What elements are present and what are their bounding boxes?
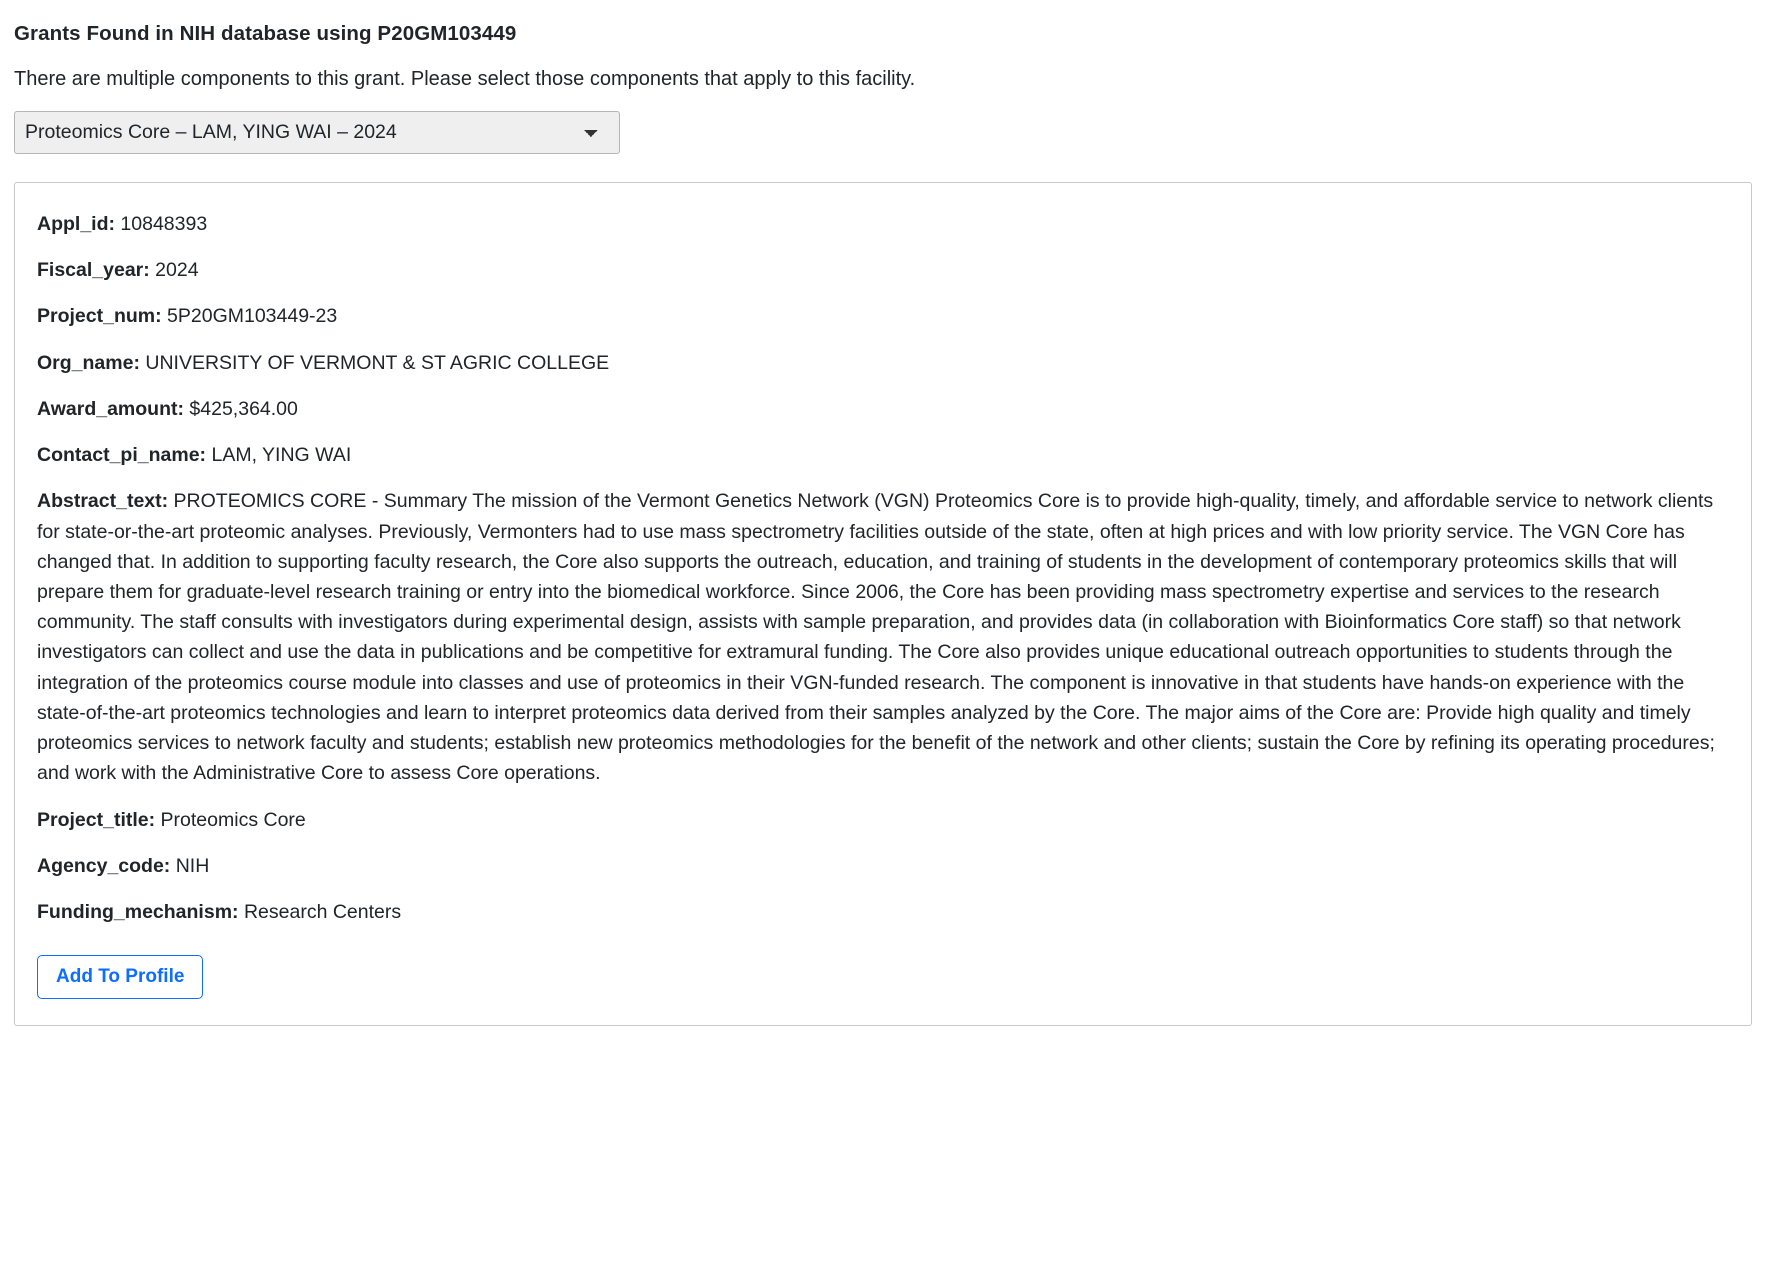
grant-details-card (14, 182, 1752, 1026)
abstract-text-label: Abstract_text: (37, 490, 169, 513)
field-fiscal-year (37, 255, 1725, 285)
contact-pi-name-label: Contact_pi_name: (37, 444, 207, 467)
project-num-value: 5P20GM103449-23 (167, 305, 338, 328)
grant-component-select[interactable] (14, 111, 620, 154)
contact-pi-name-value: LAM, YING WAI (211, 444, 352, 467)
fiscal-year-value: 2024 (155, 259, 199, 282)
instruction-text: There are multiple components to this grant. Please select those components that apply to this facility. (14, 68, 916, 90)
org-name-label: Org_name: (37, 351, 140, 374)
project-title-value: Proteomics Core (160, 808, 306, 831)
appl-id-label: Appl_id: (37, 213, 115, 235)
funding-mechanism-value: Research Centers (243, 900, 402, 923)
field-funding-mechanism (37, 897, 1725, 927)
org-name-value: UNIVERSITY OF VERMONT & ST AGRIC COLLEGE (145, 351, 610, 374)
project-title-label: Project_title: (37, 808, 156, 831)
fiscal-year-label: Fiscal_year: (37, 259, 150, 282)
field-project-title (37, 805, 1725, 835)
abstract-text-value: PROTEOMICS CORE - Summary The mission of the Vermont Genetics Network (VGN) Proteomics Core is to provide high-quality, timely, and affordable service to network clients for state-or-the-art proteomic analyses. Previously, Vermonters had to use mass spectrometry facilities outside of the state, often at high prices and with low priority service. The VGN Core has changed that. In addition to supporting faculty research, the Core also supports the outreach, education, and training of students in the development of contemporary proteomics skills that will prepare them for graduate-level research training or entry into the biomedical workforce. Since 2006, the Core has been providing mass spectrometry expertise and services to the research community. The staff consults with investigators during experimental design, assists with sample preparation, and provides data (in collaboration with Bioinformatics Core staff) so that network investigators can collect and use the data in publications and be competitive for extramural funding. The Core also provides unique educational outreach opportunities to students through the integration of the proteomics course module into classes and use of proteomics in their VGN-funded research. The component is innovative in that students have hands-on experience with the state-of-the-art proteomics technologies and learn to interpret proteomics data derived from their samples analyzed by the Core. The major aims of the Core are: Provide high quality and timely proteomics services to network faculty and students; establish new proteomics methodologies for the benefit of the network and other clients; sustain the Core by refining its operating procedures; and work with the Administrative Core to assess Core operations. (37, 490, 1715, 785)
agency-code-value: NIH (175, 854, 210, 877)
component-select-wrapper (14, 111, 1750, 154)
agency-code-label: Agency_code: (37, 854, 171, 877)
add-to-profile-button[interactable]: Add To Profile (37, 955, 203, 999)
appl-id-value: 10848393 (120, 213, 208, 235)
award-amount-label: Award_amount: (37, 397, 184, 420)
funding-mechanism-label: Funding_mechanism: (37, 900, 239, 923)
field-contact-pi-name (37, 440, 1725, 470)
project-num-label: Project_num: (37, 305, 162, 328)
field-abstract-text (37, 486, 1725, 788)
field-project-num (37, 301, 1725, 331)
field-org-name (37, 348, 1725, 378)
field-agency-code (37, 851, 1725, 881)
page-title: Grants Found in NIH database using P20GM103449 (14, 22, 517, 45)
field-appl-id (37, 209, 1725, 239)
card-actions (37, 955, 1725, 999)
field-award-amount (37, 394, 1725, 424)
award-amount-value: $425,364.00 (189, 397, 298, 420)
